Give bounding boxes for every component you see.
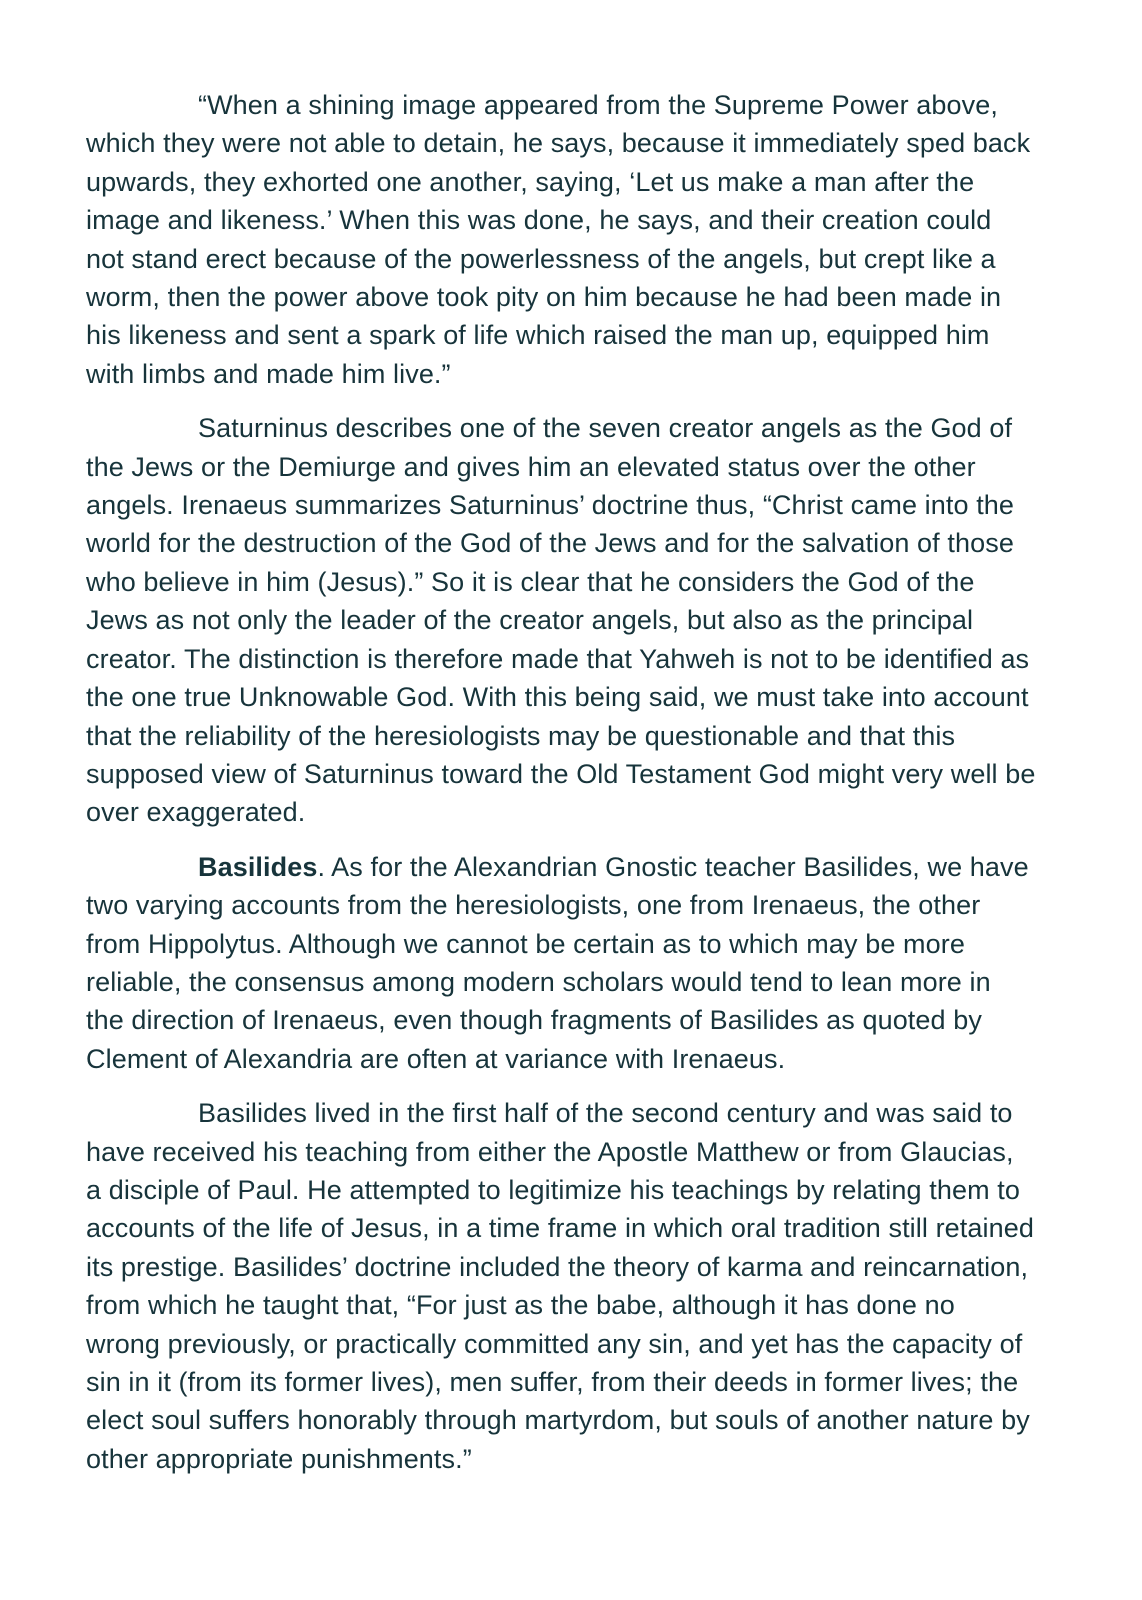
paragraph: Basilides. As for the Alexandrian Gnostic teacher Basilides, we have two varying accounts from the heresiologists, one from Irenaeus, the other from Hippolytus. Although we cannot be certain as to which may be more reliable, the consensus among modern scholars would tend to lean more in the direction of Irenaeus, even though fragments of Basilides as quoted by Clement of Alexandria are often at variance with Irenaeus.	[86, 851, 1029, 1074]
bold-lead-word: Basilides	[198, 851, 318, 882]
paragraph: Saturninus describes one of the seven creator angels as the God of the Jews or the Demiurge and gives him an elevated status over the other angels. Irenaeus summarizes Saturninus’ doctrine thus, “Christ came into the world for the destruction of the God of the Jews and for the salvation of those who believe in him (Jesus).” So it is clear that he considers the God of the Jews as not only the leader of the creator angels, but also as the principal creator. The distinction is therefore made that Yahweh is not to be identified as the one true Unknowable God. With this being said, we must take into account that the reliability of the heresiologists may be questionable and that this supposed view of Saturninus toward the Old Testament God might very well be over exaggerated.	[86, 413, 1036, 828]
paragraph: “When a shining image appeared from the Supreme Power above, which they were not able to detain, he says, because it immediately sped back upwards, they exhorted one another, saying, ‘Let us make a man after the image and likeness.’ When this was done, he says, and their creation could not stand erect because of the powerlessness of the angels, but crept like a worm, then the power above took pity on him because he had been made in his likeness and sent a spark of life which raised the man up, equipped him with limbs and made him live.”	[86, 90, 1031, 389]
paragraph: Basilides lived in the first half of the second century and was said to have received his teaching from either the Apostle Matthew or from Glaucias, a disciple of Paul. He attempted to legitimize his teachings by relating them to accounts of the life of Jesus, in a time frame in which oral tradition still retained its prestige. Basilides’ doctrine included the theory of karma and reincarnation, from which he taught that, “For just as the babe, although it has done no wrong previously, or practically committed any sin, and yet has the capacity of sin in it (from its former lives), men suffer, from their deeds in former lives; the elect soul suffers honorably through martyrdom, but souls of another nature by other appropriate punishments.”	[86, 1098, 1034, 1474]
document-body	[86, 86, 1072, 1478]
